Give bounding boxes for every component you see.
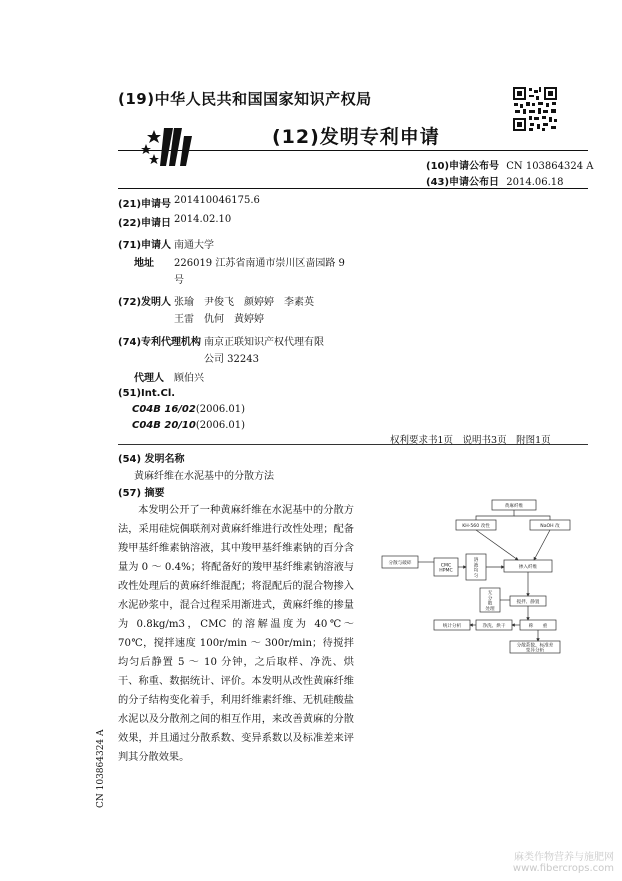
fc-node-doc: 无分散处理 xyxy=(485,591,495,612)
fc-node-cmc: CMC HPMC xyxy=(439,563,453,574)
abstract-label: (57) 摘要 xyxy=(118,488,165,499)
fc-node-weigh: 称 重 xyxy=(528,624,548,629)
inventors-line2: 王雷 仇何 黄婷婷 xyxy=(174,314,264,325)
inventors-row xyxy=(118,293,314,325)
fc-node-wash: 净洗、烘干 xyxy=(482,624,506,629)
inventors-line1: 张瑜 尹俊飞 颜婷婷 李素英 xyxy=(174,297,314,308)
fc-node-kh: KH-560 改性 xyxy=(462,524,490,529)
qr-code-icon xyxy=(512,86,558,132)
invention-title: 黄麻纤维在水泥基中的分散方法 xyxy=(134,471,274,482)
fc-node-eval: 分散系数、标准差变异分析 xyxy=(516,643,554,654)
publication-date-row xyxy=(426,173,564,188)
address-row xyxy=(118,254,378,286)
application-date-row xyxy=(118,214,232,229)
header-rule xyxy=(118,150,588,151)
pub-no: CN 103864324 A xyxy=(506,161,594,172)
abstract-text: 本发明公开了一种黄麻纤维在水泥基中的分散方法，采用硅烷偶联剂对黄麻纤维进行改性处理；配备羧甲基纤维素钠溶液，其中羧甲基纤维素钠的百分含量为 0 ～ 0.4%；将配备好的羧甲基纤维素钠溶液与改性处理后的黄麻纤维混配；将混配后的混合物掺入水泥砂浆中，混合过程采用渐进式，黄麻纤维的掺量为 0.8kg/m3，CMC 的溶解温度为 40℃～ 70℃，搅拌速度 100r/min ～ 300r/min；待搅拌均匀后静置 5 ～ 10 分钟，之后取样、净洗、烘干、称重、数据统计、评价。本发明从改性黄麻纤维的分子结构变化着手，利用纤维素纤维、无机硅酸盐水泥以及分散剂之间的相互作用，来改善黄麻的分散效果，并且通过分散系数、变异系数以及标准差来评判其分散效果。 xyxy=(118,505,354,763)
applicant: 南通大学 xyxy=(174,240,214,251)
intcl-label: (51)Int.Cl. xyxy=(118,388,176,399)
office-name: (19)中华人民共和国国家知识产权局 xyxy=(118,90,372,108)
publication-rule xyxy=(118,188,588,189)
app-no-label: (21)申请号 xyxy=(118,199,172,210)
applicant-label: (71)申请人 xyxy=(118,240,172,251)
publication-number-row xyxy=(426,157,594,172)
agency-line1: 南京正联知识产权代理有限 xyxy=(204,337,324,348)
abstract-body xyxy=(118,501,354,767)
abstract-flowchart xyxy=(362,496,592,664)
address-line2: 号 xyxy=(174,275,184,286)
address-label: 地址 xyxy=(134,258,154,269)
application-number-row xyxy=(118,195,260,210)
fc-node-naoh: NaOH 改 xyxy=(540,524,560,529)
fc-node-add: 掺入纤维 xyxy=(518,565,538,570)
document-type: (12)发明专利申请 xyxy=(272,126,440,148)
fc-node-top: 黄麻纤维 xyxy=(504,504,524,509)
page-count-info: 权利要求书1页 说明书3页 附图1页 xyxy=(390,435,551,446)
inventors-label: (72)发明人 xyxy=(118,297,172,308)
cnipa-logo-icon xyxy=(140,124,194,170)
title-label: (54) 发明名称 xyxy=(118,454,185,465)
fc-node-form: 分散与破碎 xyxy=(388,561,412,566)
ipc-row-1 xyxy=(132,404,245,415)
agent-row xyxy=(118,369,204,384)
address-line1: 226019 江苏省南通市崇川区啬园路 9 xyxy=(174,258,345,269)
invention-title-label xyxy=(118,450,185,465)
fc-node-stir: 搅拌、静置 xyxy=(516,600,540,605)
app-no: 201410046175.6 xyxy=(174,195,260,206)
ipc-row-2 xyxy=(132,420,245,431)
app-date: 2014.02.10 xyxy=(174,214,232,225)
agent: 顾伯兴 xyxy=(174,373,204,384)
app-date-label: (22)申请日 xyxy=(118,218,172,229)
agency-label: (74)专利代理机构 xyxy=(118,337,202,348)
fc-node-mix: 溶液均匀 xyxy=(473,558,479,579)
side-publication-number: CN 103864324 A xyxy=(96,729,106,808)
pub-date-label: (43)申请公布日 xyxy=(426,177,500,188)
watermark-line1: 麻类作物营养与施肥网 xyxy=(514,852,614,863)
ipc2-code: C04B 20/10 xyxy=(132,420,196,431)
ipc1-code: C04B 16/02 xyxy=(132,404,196,415)
pub-date: 2014.06.18 xyxy=(506,177,564,188)
watermark-line2: www.fibercrops.com xyxy=(512,863,614,874)
abstract-label-row xyxy=(118,484,165,499)
agency-row xyxy=(118,333,324,365)
ipc2-version: (2006.01) xyxy=(195,420,245,431)
agent-label: 代理人 xyxy=(134,373,164,384)
pub-no-label: (10)申请公布号 xyxy=(426,161,500,172)
intcl-row xyxy=(118,388,175,399)
agency-line2: 公司 32243 xyxy=(204,354,259,365)
biblio-rule xyxy=(118,444,588,445)
fc-node-stat: 统计分析 xyxy=(442,624,462,629)
applicant-row xyxy=(118,236,214,251)
ipc1-version: (2006.01) xyxy=(195,404,245,415)
